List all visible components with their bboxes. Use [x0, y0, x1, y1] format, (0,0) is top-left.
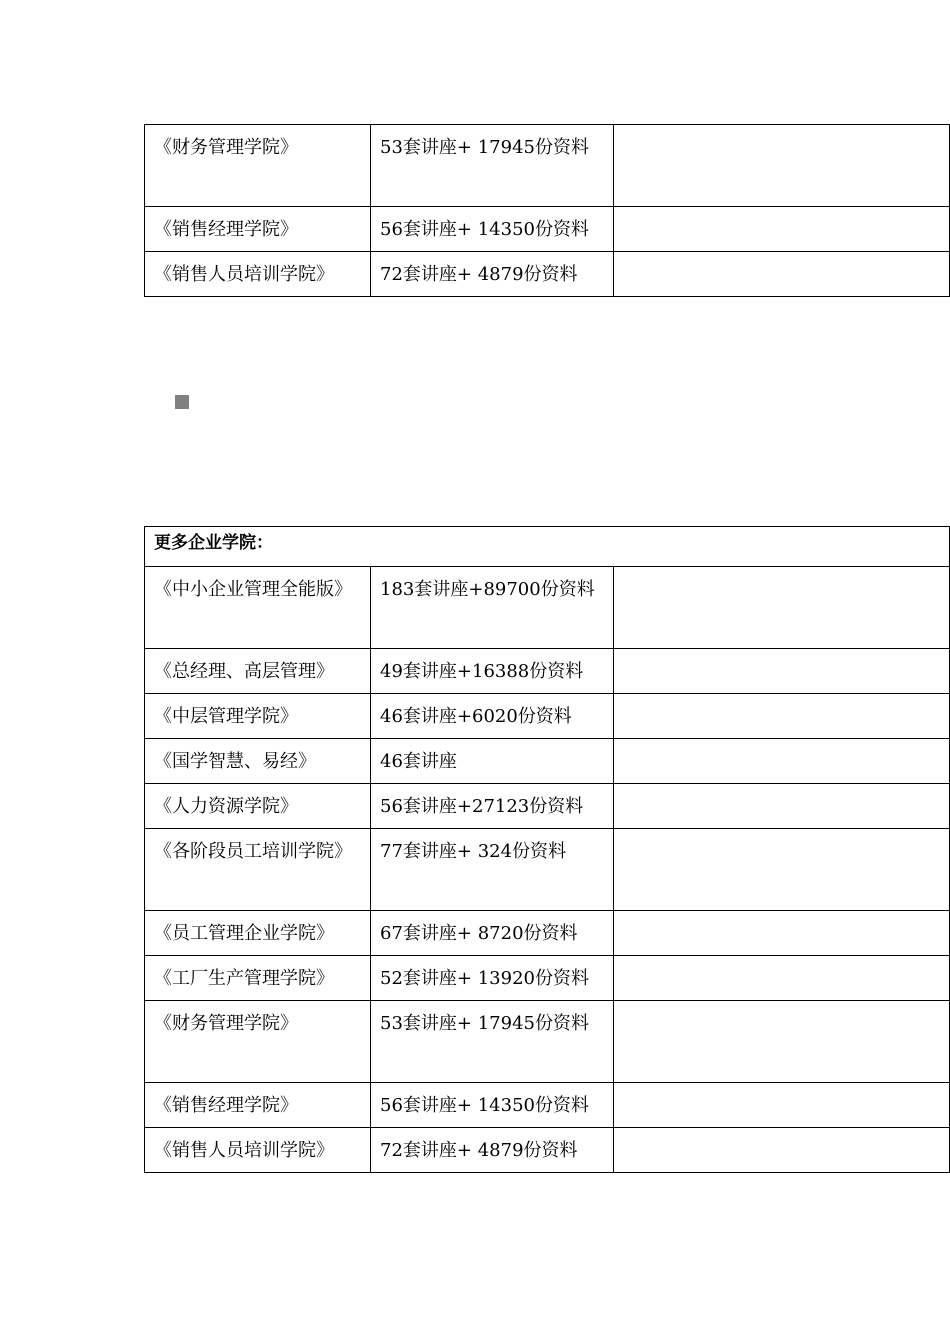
table-row: [145, 694, 950, 739]
course-name: 《中层管理学院》: [145, 694, 371, 739]
course-name: 《销售经理学院》: [145, 207, 371, 252]
course-name: 《销售经理学院》: [145, 1083, 371, 1128]
course-detail: 52套讲座+ 13920份资料: [371, 956, 614, 1001]
table-row: [145, 649, 950, 694]
course-note: [614, 911, 950, 956]
top-course-table: [144, 124, 950, 297]
course-note: [614, 207, 950, 252]
course-note: [614, 1001, 950, 1083]
course-name: 《销售人员培训学院》: [145, 1128, 371, 1173]
course-name: 《财务管理学院》: [145, 1001, 371, 1083]
course-name: 《工厂生产管理学院》: [145, 956, 371, 1001]
table-row: [145, 956, 950, 1001]
course-detail: 72套讲座+ 4879份资料: [371, 252, 614, 297]
course-detail: 49套讲座+16388份资料: [371, 649, 614, 694]
course-note: [614, 252, 950, 297]
course-detail: 46套讲座: [371, 739, 614, 784]
course-name: 《总经理、高层管理》: [145, 649, 371, 694]
table-row: [145, 1083, 950, 1128]
table-row: [145, 207, 950, 252]
course-name: 《国学智慧、易经》: [145, 739, 371, 784]
course-detail: 53套讲座+ 17945份资料: [371, 1001, 614, 1083]
course-detail: 53套讲座+ 17945份资料: [371, 125, 614, 207]
course-note: [614, 125, 950, 207]
course-name: 《中小企业管理全能版》: [145, 567, 371, 649]
course-note: [614, 567, 950, 649]
table-row: [145, 739, 950, 784]
course-name: 《财务管理学院》: [145, 125, 371, 207]
course-name: 《人力资源学院》: [145, 784, 371, 829]
table-row: [145, 784, 950, 829]
course-detail: 46套讲座+6020份资料: [371, 694, 614, 739]
course-detail: 77套讲座+ 324份资料: [371, 829, 614, 911]
course-name: 《销售人员培训学院》: [145, 252, 371, 297]
table-header-row: [145, 527, 950, 567]
course-name: 《员工管理企业学院》: [145, 911, 371, 956]
course-detail: 183套讲座+89700份资料: [371, 567, 614, 649]
course-detail: 56套讲座+27123份资料: [371, 784, 614, 829]
table-row: [145, 125, 950, 207]
course-detail: 56套讲座+ 14350份资料: [371, 1083, 614, 1128]
table-row: [145, 567, 950, 649]
table-row: [145, 911, 950, 956]
course-detail: 56套讲座+ 14350份资料: [371, 207, 614, 252]
course-note: [614, 829, 950, 911]
course-detail: 72套讲座+ 4879份资料: [371, 1128, 614, 1173]
course-note: [614, 739, 950, 784]
course-detail: 67套讲座+ 8720份资料: [371, 911, 614, 956]
course-note: [614, 1083, 950, 1128]
table-row: [145, 1001, 950, 1083]
table-row: [145, 252, 950, 297]
table-row: [145, 829, 950, 911]
course-note: [614, 956, 950, 1001]
course-note: [614, 784, 950, 829]
more-academies-table: [144, 526, 950, 1173]
course-name: 《各阶段员工培训学院》: [145, 829, 371, 911]
course-note: [614, 1128, 950, 1173]
table-row: [145, 1128, 950, 1173]
table-header: 更多企业学院：: [145, 527, 950, 567]
course-note: [614, 649, 950, 694]
course-note: [614, 694, 950, 739]
square-bullet-icon: [175, 395, 189, 409]
